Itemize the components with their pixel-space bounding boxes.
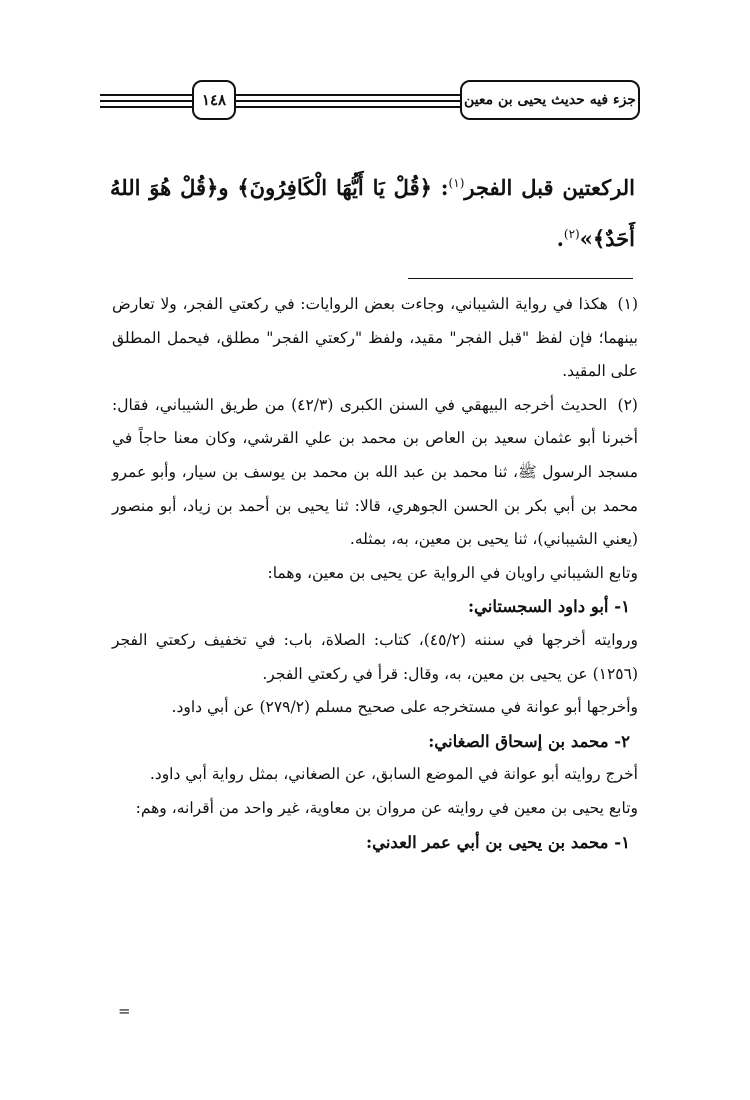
footnote-2-para-3: أخرج روايته أبو عوانة في الموضع السابق، عن الصغاني، بمثل رواية أبي داود. bbox=[149, 765, 638, 784]
footnotes bbox=[112, 288, 638, 859]
footnote-2-heading-3: ١- محمد بن يحيى بن أبي عمر العدني: bbox=[366, 832, 630, 852]
footnote-2-para-4: وتابع يحيى بن معين في روايته عن مروان بن معاوية، غير واحد من أقرانه، وهم: bbox=[135, 798, 638, 817]
footnote-2-number: (٢) bbox=[617, 395, 638, 414]
footnote-2-para-2: وأخرجها أبو عوانة في مستخرجه على صحيح مسلم (٢٧٩/٢) عن أبي داود. bbox=[171, 698, 638, 717]
footnote-separator bbox=[408, 278, 633, 279]
footnote-1-number: (١) bbox=[617, 295, 638, 313]
footnote-1 bbox=[112, 288, 638, 389]
footnote-1-text: هكذا في رواية الشيباني، وجاءت بعض الروايات: في ركعتي الفجر، ولا تعارض بينهما؛ فإن لفظ "قبل الفجر" مقيد، ولفظ "ركعتي الفجر" مطلق، فيحمل المطلق على المقيد. bbox=[112, 295, 638, 381]
footnote-2-para-1: وروايته أخرجها في سننه (٤٥/٢)، كتاب: الصلاة، باب: في تخفيف ركعتي الفجر (١٢٥٦) عن يحيى بن معين، به، وقال: قرأ في ركعتي الفجر. bbox=[112, 630, 639, 683]
running-header bbox=[100, 78, 640, 128]
main-text-part2: : ﴿قُلْ يَا أَيُّهَا الْكَافِرُونَ﴾ و﴿قُلْ هُوَ اللهُ أَحَدٌ﴾» bbox=[110, 175, 635, 251]
continuation-mark: = bbox=[118, 1002, 131, 1020]
main-text bbox=[110, 160, 635, 262]
footnote-ref-1: (١) bbox=[448, 176, 465, 190]
footnote-2 bbox=[112, 389, 638, 557]
footnote-ref-2: (٢) bbox=[563, 227, 580, 241]
footnote-2-heading-2: ٢- محمد بن إسحاق الصغاني: bbox=[428, 731, 630, 751]
page-number: ١٤٨ bbox=[192, 80, 236, 120]
main-text-part1: الركعتين قبل الفجر bbox=[464, 175, 635, 200]
footnote-2-heading-1: ١- أبو داود السجستاني: bbox=[467, 597, 630, 617]
footnote-2-text: الحديث أخرجه البيهقي في السنن الكبرى (٤٢/٣) من طريق الشيباني، فقال: أخبرنا أبو عثمان سعيد بن العاص بن محمد بن علي القرشي، وكان معنا حاجاً في مسجد الرسول ﷺ، ثنا محمد بن عبد الله بن محمد بن يوسف بن سيار، وأبو عمرو محمد بن أبي بكر بن الحسن الجوهري، قالا: ثنا يحيى بن أحمد بن زياد، أبو منصور (يعني الشيباني)، ثنا يحيى بن معين، به، بمثله. bbox=[112, 395, 638, 549]
book-title: جزء فيه حديث يحيى بن معين bbox=[460, 80, 640, 120]
footnote-2-follow: وتابع الشيباني راويان في الرواية عن يحيى بن معين، وهما: bbox=[267, 563, 638, 582]
main-text-part3: . bbox=[556, 226, 564, 251]
